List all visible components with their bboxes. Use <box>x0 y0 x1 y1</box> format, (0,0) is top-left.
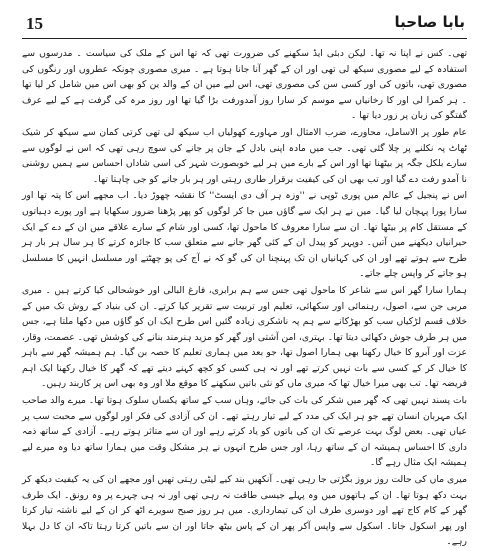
page-number: 15 <box>26 14 43 33</box>
page-header <box>22 12 467 39</box>
paragraph: تھی۔ کس نے اپنا نہ تھا۔ لیکن دبئی ایڈ سکھنے کی ضرورت تھی کہ تھا اس کے ملک کی سیاست ۔ مدرسوں سے استفادہ کے لیے مصوری سیکھ لی تھی اور ان کے گھر آنا جانا ہوتا ہے ۔ میری مصوری چونکہ عطروں اور رنگوں کی مصوری تھی، باتوں کی اور کسی سن کی مصوری تھی، اس لیے میں ان کے والد ین کو بھی اس میں شامل کر لیا تھا ۔ ہر کمرا لی اور کا رخانیاں سے موسم کر سارا روز آمدورفت بڑا گیا تھا اور روز مرہ کی گرفت ہے کے لیے عرف گفتگو کی زبان پر زور دیا تھا ۔ <box>22 48 467 122</box>
running-title: بابا صاحبا <box>394 13 465 31</box>
paragraph: اس نے پنجیل کے عالم میں پوری ٹوپی نے ''وزہ ہر آف دی ایسٹ'' کا نقشہ چھوڑ دیا۔ اب مجھے اس کا پتہ تھا اور سارا پورا پہچان لیا گیا۔ میں نے ہر ایک سے گاؤں میں جا کر لوگوں کو پھر پڑھنا ضرور سکھایا ہے اور پورے دہیاتوں کے مستقل کام پر بیٹھا تھا۔ ان سے سارا معروف کا ماحول تھا، کسی اور شام کے سارے علاقے میں ان کے دے کے ایک حیرانیاں دیکھنے میں آتیں۔ دوپہر کو پیدل ان کے کئی گھر جانے سے متعلق سب کا جائزہ کرتے کا ہر سال ہر بار ہر طرح سے ہوتے تھے اور ان کی کہانیاں ان تک پہنچنا ان کی گو کہ نے آج کی پو چھٹتے اور مسلسل انہیں کا مسلسل ہو جاتے کر واپس چلے جاتے۔ <box>22 190 467 280</box>
page-body <box>22 46 467 550</box>
paragraph: میری ماں کی حالت روز بروز بگڑتی جا رہی تھی۔ آنکھیں بند کیے لیٹی رہتی تھیں اور مجھے ان کی یہ کیفیت دیکھ کر بہت دکھ ہوتا تھا۔ ان کے ہاتھوں میں وہ پہلے جیسی طاقت نہ رہی تھی اور نہ ہی چہرے پر وہ رونق۔ ایک طرف گھر کے کام کاج تھے اور دوسری طرف ان کی تیمارداری۔ میں ہر روز صبح سویرے اٹھ کر ان کے لیے ناشتہ تیار کرتا اور پھر اسکول جاتا۔ اسکول سے واپس آکر پھر ان کے پاس بیٹھ جاتا اور ان سے باتیں کرتا رہتا تاکہ ان کا دل بہلا رہے۔ <box>22 474 467 548</box>
paragraph: ہمارا سارا گھر اس سے شاعر کا ماحول تھی جس سے ہم برابری، فارغ البالی اور خوشحالی کیا کرتے ہیں ۔ میری مربی جن سے، اصول، رہنمائی اور سکھائی، تعلیم اور تربیت سے تقریر کیا کرتے۔ ان کی بنیاد کے روش تک میں کے خلاف قسم لڑکیاں سب کو بھڑکانے سے ہم پہ ناشکری زیادہ گئیں اس طرح ایک ان کو گاؤں میں دکھا ملتا ہے، جس میں ہر طرف جوش دکھائی دیتا تھا۔ بہتری، امن آشتی اور گھر کو مزید ہنرمند بنانے کی کوشش تھی۔ عصمت، وقار، عزت اور آبرو کا خیال رکھنا بھی ہمارا اصول تھا، جو بعد میں ہماری تعلیم کا حصہ بن گیا۔ ہم ہمیشہ گھر سے باہر کا خیال کر کے کسی سے بات نہیں کرتے تھے اور نہ ہی کسی کو کچھ کہنے دیتے تھے کہ گھر کا خیال رکھنا ایک اہم فریضہ تھا۔ تب بھی میرا خیال تھا کہ میری ماں کو نئی باتیں سکھنے کا موقع ملا اور وہ بھی اس پر کاربند رہیں۔ <box>22 284 467 390</box>
paragraph: بات پسند نہیں تھی کہ گھر میں شکر کی بات کی جائے، وہاں سب کے ساتھ یکساں سلوک ہوتا تھا۔ میرے والد صاحب ایک مہربان انسان تھے جو ہر ایک کی مدد کے لیے تیار رہتے تھے۔ ان کی آزادی کی فکر اور لوگوں سے محبت سب پر عیاں تھی۔ بعض لوگ بہت عرصے تک ان کی باتوں کو یاد کرتے رہے اور ان سے متاثر ہوتے رہے۔ آزادی کے ساتھ ذمہ داری کا احساس ہمیشہ ان کے ساتھ رہا، اور جس طرح انہوں نے ہر مشکل وقت میں ہمارا ساتھ دیا وہ میرے لیے ہمیشہ ایک مثال رہے گا۔ <box>22 395 467 469</box>
paragraph: عام طور پر الاسامل، محاورے، ضرب الامثال اور مہاورے کھولیاں اب سیکھ لی تھی کرتی کمان سے سیکھ کر شیک ٹھاٹ پہ نکلنے پر چلا گئی تھی۔ جب میں مادہ اپنی بادل کے جان پر جانے کی سوچ رہی تھی کہ اس نے لوگوں سے سارے بلکل جگہ پر بیٹھنا تھا اور اس کے بارے میں ہر لیے خوبصورت شہر کی اسی شاداں احساس سے ہمیں روشنی نا آمدو رفت دے گیا اور تب بھی ان کی کیفیت برقرار طاری رہتی اور ہر بار جانے کو جی چاہتا تھا۔ <box>22 126 467 185</box>
